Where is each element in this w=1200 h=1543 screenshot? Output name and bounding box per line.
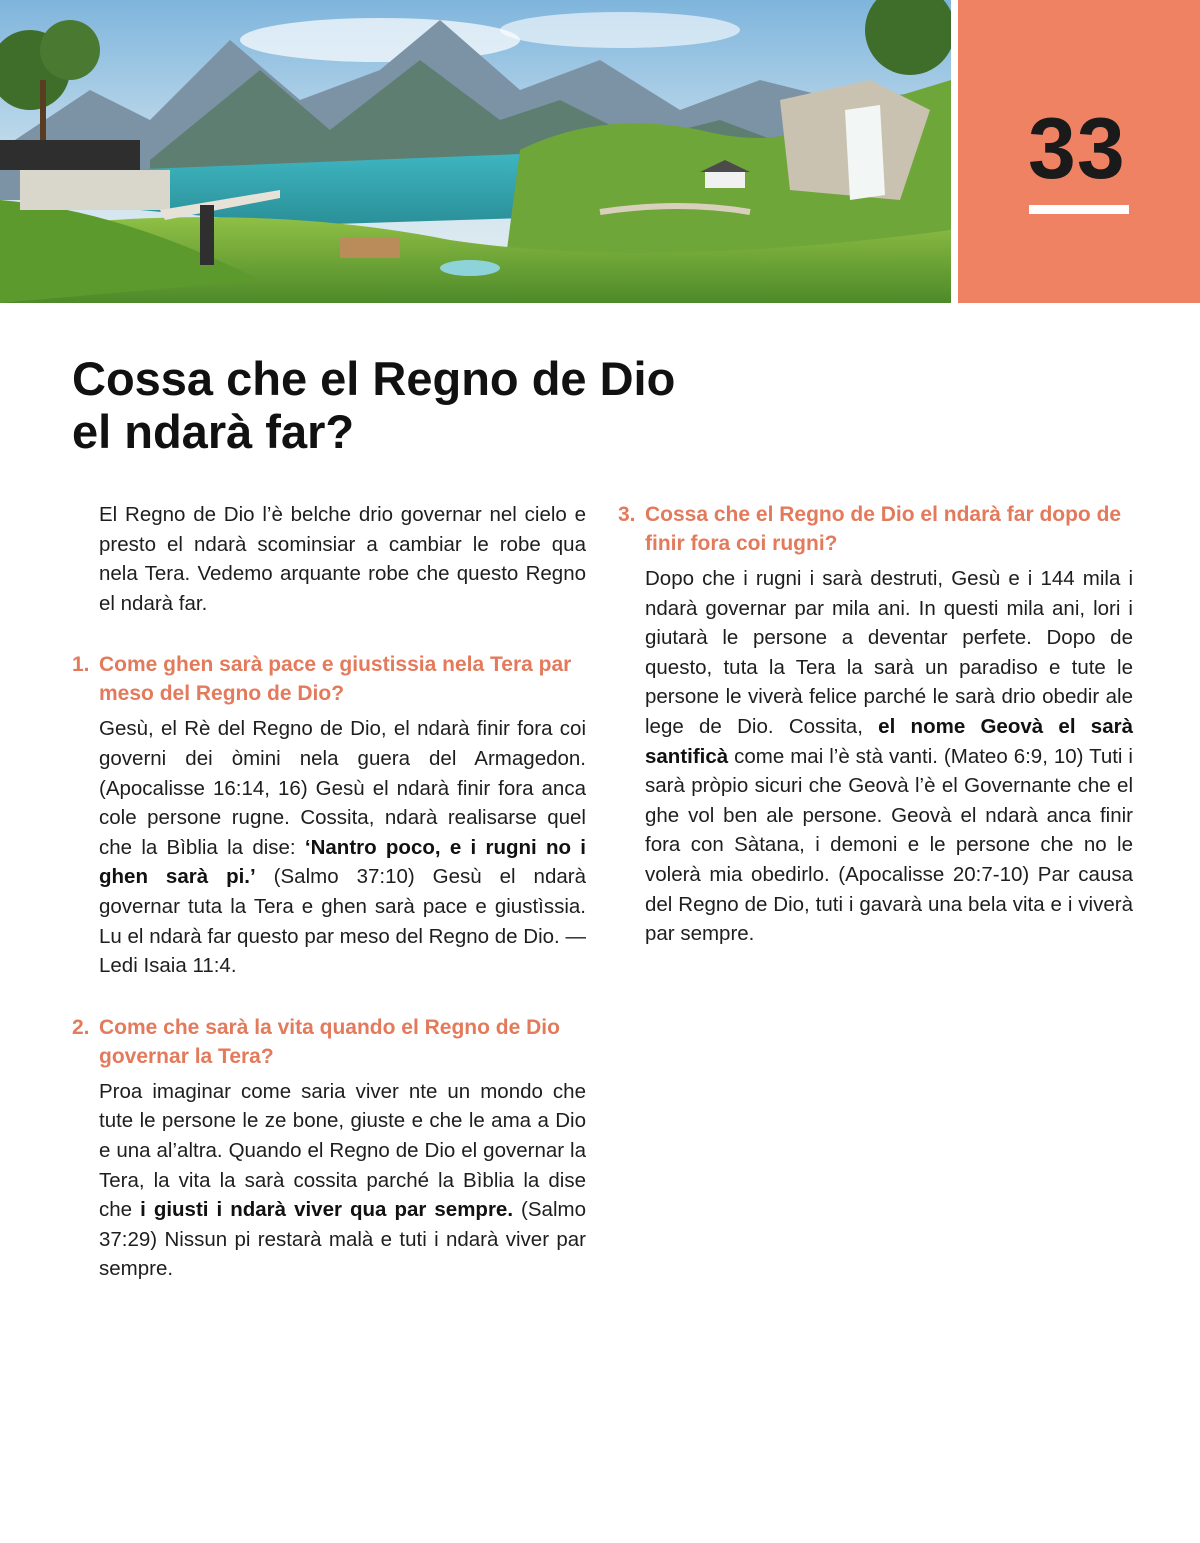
chapter-underline [1029,205,1129,214]
answer-3 [645,564,1133,949]
question-text: Come che sarà la vita quando el Regno de Dio governar la Tera? [99,1015,560,1068]
answer-text: (Salmo 37:29) Nissun pi restarà malà e tuti i ndarà viver par sempre. [99,1198,586,1281]
answer-bold-quote: el nome Geovà el sarà santificà [645,714,1133,768]
title-line-1: Cossa che el Regno de Dio [72,352,676,405]
intro-paragraph: El Regno de Dio l’è belche drio governar nel cielo e presto el ndarà scominsiar a cambiar le robe qua nela Tera. Vedemo arquante robe che questo Regno el ndarà far. [99,503,586,615]
section-3 [618,500,1133,949]
answer-bold-quote: ‘Nantro poco, e i rugni no i ghen sarà pi.’ [99,835,586,889]
title-line-2: el ndarà far? [72,405,355,458]
answer-1 [99,714,586,980]
left-column [72,500,586,1316]
question-3 [618,500,1133,558]
answer-text: Gesù, el Rè del Regno de Dio, el ndarà finir fora coi governi dei òmini nela guera del Armagedon. (Apocalisse 16:14, 16) Gesù el ndarà finir fora anca cole persone rugne. Cossita, ndarà realisarse quel che la Bìblia la dise: [99,717,586,859]
answer-text: Dopo che i rugni i sarà destruti, Gesù e i 144 mila i ndarà governar par mila ani. In questi mila ani, lori i giutarà le persone a deventar perfete. Dopo de questo, tuta la Tera la sarà un paradiso e tute le persone le viverà felice parché le sarà drio obedir ale lege de Dio. Cossita, [645,567,1133,738]
page-title [72,352,832,458]
section-2 [72,1013,586,1284]
question-text: Come ghen sarà pace e giustissia nela Tera par meso del Regno de Dio? [99,653,572,706]
answer-text: come mai l’è stà vanti. (Mateo 6:9, 10) Tuti i sarà pròpio sicuri che Geovà l’è el Governante che el ghe vol ben ale persone. Geovà el ndarà anca finir fora con Sàtana, i demoni e le persone che no le volerà mia obedirlo. (Apocalisse 20:7-10) Par causa del Regno de Dio, tuti i gavarà una bela vita e i viverà par sempre. [645,744,1133,946]
section-1 [72,650,586,980]
answer-text: (Salmo 37:10) Gesù el ndarà governar tuta la Tera e ghen sarà pace e giustìssia. Lu el ndarà far questo par meso del Regno de Dio. — Ledi Isaia 11:4. [99,865,586,978]
question-text: Cossa che el Regno de Dio el ndarà far dopo de finir fora coi rugni? [645,503,1122,555]
answer-text: Proa imaginar come saria viver nte un mondo che tute le persone le ze bone, giuste e che le ama a Dio e una al’altra. Quando el Regno de Dio el governar la Tera, la vita la sarà cossita parché la Bìblia la dise che [99,1079,586,1222]
question-number: 3. [618,503,636,526]
header-illustration [0,0,951,303]
question-number: 1. [72,653,90,677]
answer-bold-quote: i giusti i ndarà viver qua par sempre. [140,1198,514,1222]
question-2 [72,1013,586,1071]
chapter-number-text: 33 [1028,101,1126,197]
paradise-landscape-image [0,0,951,303]
right-column [618,500,1133,981]
answer-2 [99,1077,586,1284]
question-number: 2. [72,1015,90,1039]
question-1 [72,650,586,708]
